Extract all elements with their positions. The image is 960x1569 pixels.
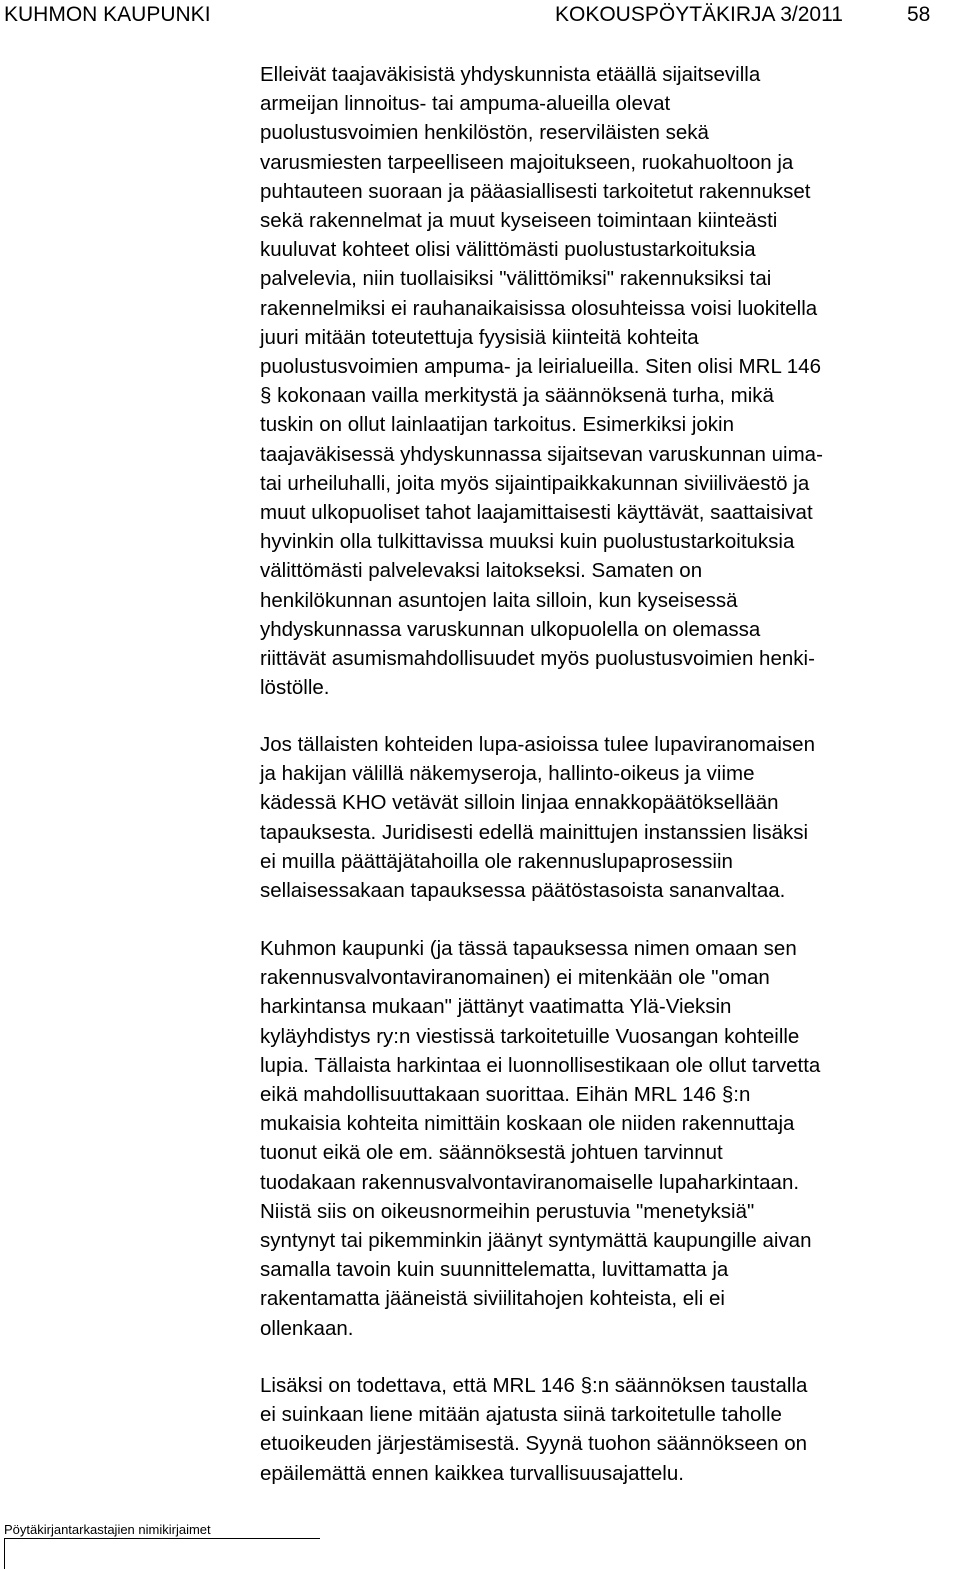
- page-number: 58: [907, 3, 931, 26]
- paragraph-2: Jos tällaisten kohteiden lupa-asioissa tulee lupaviranomaisen ja hakijan välillä näkemyseroja, hallinto-oikeus ja viime kädessä KHO vetävät silloin linjaa ennakkopäätöksellään tapauksesta. Juridisesti edellä mainittujen instanssien lisäksi ei muilla päättäjätahoilla ole rakennuslupaprosessiin sellaisessakaan tapauksessa päätöstasoista sananvaltaa.: [260, 733, 815, 903]
- signature-box-border: [4, 1538, 5, 1569]
- organization-name: KUHMON KAUPUNKI: [4, 3, 211, 26]
- signature-label: Pöytäkirjantarkastajien nimikirjaimet: [4, 1522, 211, 1537]
- document-type: KOKOUSPÖYTÄKIRJA 3/2011: [555, 3, 843, 26]
- paragraph-4: Lisäksi on todettava, että MRL 146 §:n säännöksen taustalla ei suinkaan liene mitään ajatusta siinä tarkoitetulle taholle etuoikeuden järjestämisestä. Syynä tuohon säännökseen on epäilemättä ennen kaikkea turvallisuusajattelu.: [260, 1374, 808, 1485]
- paragraph-3: Kuhmon kaupunki (ja tässä tapauksessa nimen omaan sen rakennusvalvontaviranomainen) ei mitenkään ole "oman harkintansa mukaan" jättänyt vaatimatta Ylä-Vieksin kyläyhdistys ry:n viestissä tarkoitetuille Vuosangan kohteille lupia. Tällaista harkintaa ei luonnollisestikaan ole ollut tarvetta eikä mahdollisuuttakaan suorittaa. Eihän MRL 146 §:n mukaisia kohteita nimittäin koskaan ole niiden rakennuttaja tuonut eikä ole em. säännöksestä johtuen tarvinnut tuodakaan rakennusvalvontaviranomaiselle lupaharkintaan. Niistä siis on oikeusnormeihin perustuvia "menetyksiä" syntynyt tai pikemminkin jäänyt syntymättä kaupungille aivan samalla tavoin kuin suunnittelematta, luvittamatta ja rakentamatta jääneistä siviilitahojen kohteista, eli ei ollenkaan.: [260, 937, 821, 1340]
- paragraph-1: Elleivät taajaväkisistä yhdyskunnista etäällä sijaitsevilla armeijan linnoitus- tai ampuma-alueilla olevat puolustusvoimien henkilöstön, reserviläisten sekä varusmiesten tarpeelliseen majoitukseen, ruokahuoltoon ja puhtauteen suoraan ja pääasiallisesti tarkoitetut rakennukset sekä rakennelmat ja muut kyseiseen toimintaan kiinteästi kuuluvat kohteet olisi välittömästi puolustustarkoituksia palvelevia, niin tuollaisiksi "välittömiksi" rakennuksiksi tai rakennelmiksi ei rauhanaikaisissa olosuhteissa voisi luokitella juuri mitään toteutettuja fyysisiä kiinteitä kohteita puolustusvoimien ampuma- ja leirialueilla. Siten olisi MRL 146 § kokonaan vailla merkitystä ja säännöksenä turha, mikä tuskin on ollut lainlaatijan tarkoitus. Esimerkiksi jokin taajaväkisessä yhdyskunnassa sijaitsevan varuskunnan uima- tai urheiluhalli, joita myös sijaintipaikkakunnan siviiliväestö ja muut ulkopuoliset tahot laajamittaisesti käyttävät, saattaisivat hyvinkin olla tulkittavissa muuksi kuin puolustustarkoituksia välittömästi palvelevaksi laitokseksi. Samaten on henkilökunnan asuntojen laita silloin, kun kyseisessä yhdyskunnassa varuskunnan ulkopuolella on olemassa riittävät asumismahdollisuudet myös puolustusvoimien henki- löstölle.: [260, 63, 823, 700]
- signature-divider: [4, 1538, 320, 1539]
- page-header: [0, 0, 960, 32]
